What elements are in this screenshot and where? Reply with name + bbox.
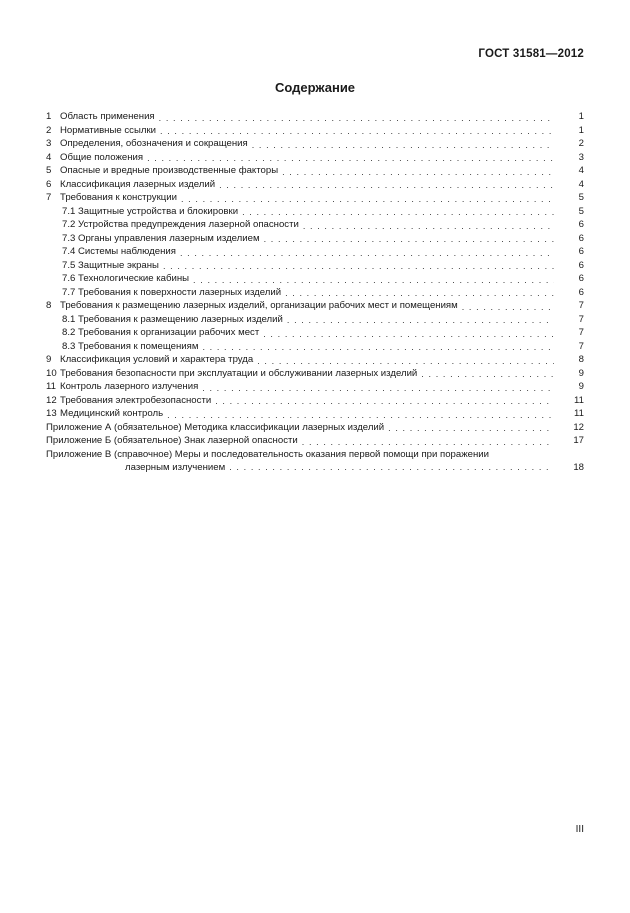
toc-entry[interactable] — [46, 124, 584, 138]
toc-leader-dots — [282, 166, 554, 178]
toc-entry-page: 11 — [574, 408, 584, 419]
toc-entry[interactable] — [46, 299, 584, 313]
toc-entry-page: 4 — [578, 165, 584, 176]
toc-leader-dots — [219, 179, 554, 191]
toc-leader-dots — [462, 301, 554, 313]
toc-entry-number: 8 — [46, 300, 52, 311]
toc-entry-page: 6 — [578, 246, 584, 257]
toc-entry-page: 3 — [578, 151, 584, 163]
toc-entry-number: 6 — [46, 178, 52, 190]
toc-entry-label: 7.7 Требования к поверхности лазерных изделий — [62, 286, 282, 298]
toc-entry-label: Нормативные ссылки — [60, 124, 157, 136]
toc-entry[interactable] — [46, 340, 584, 354]
toc-leader-dots — [287, 314, 554, 326]
toc-entry-label: Приложение А (обязательное) Методика классификации лазерных изделий — [46, 421, 385, 433]
toc-entry-number: 12 — [46, 394, 57, 406]
toc-entry-page: 6 — [578, 219, 584, 230]
toc-entry[interactable] — [46, 353, 584, 367]
toc-entry-page: 7 — [578, 300, 584, 311]
toc-entry-label: Контроль лазерного излучения — [60, 381, 199, 392]
toc-entry[interactable] — [46, 245, 584, 259]
toc-entry-page: 17 — [573, 435, 584, 446]
toc-entry[interactable] — [46, 110, 584, 124]
toc-entry-page: 5 — [578, 205, 584, 217]
toc-entry-page: 6 — [578, 273, 584, 284]
toc-leader-dots — [264, 233, 554, 245]
toc-leader-dots — [147, 152, 554, 164]
toc-entry-label: 7.4 Системы наблюдения — [62, 246, 176, 257]
toc-leader-dots — [167, 409, 554, 421]
toc-entry-page: 2 — [578, 138, 584, 149]
toc-leader-dots — [180, 247, 554, 259]
toc-leader-dots — [257, 355, 554, 367]
page-number: III — [575, 824, 584, 835]
toc-entry-label: 7.6 Технологические кабины — [62, 273, 190, 284]
toc-entry-number: 4 — [46, 151, 52, 163]
toc-entry-label: 7.3 Органы управления лазерным изделием — [62, 232, 260, 244]
toc-entry-label: Требования электробезопасности — [60, 394, 212, 406]
toc-leader-dots — [302, 436, 554, 448]
toc-entry-page: 6 — [578, 232, 584, 244]
toc-entry-label: 8.1 Требования к размещению лазерных изделий — [62, 313, 283, 325]
toc-leader-dots — [421, 368, 554, 380]
toc-leader-dots — [193, 274, 554, 286]
toc-entry-page: 7 — [578, 313, 584, 325]
toc-entry[interactable] — [46, 191, 584, 205]
toc-leader-dots — [303, 220, 554, 232]
toc-entry-label-continued: лазерным излучением — [125, 462, 226, 473]
toc-entry-page: 7 — [578, 340, 584, 352]
toc-entry-page: 12 — [573, 421, 584, 433]
toc-entry-page: 18 — [573, 462, 584, 473]
toc-entry-page: 8 — [578, 354, 584, 365]
toc-entry[interactable] — [46, 326, 584, 340]
toc-entry-number: 5 — [46, 165, 52, 176]
toc-entry-page: 1 — [578, 111, 584, 122]
toc-entry[interactable] — [46, 272, 584, 286]
toc-entry-label: 8.3 Требования к помещениям — [62, 340, 199, 352]
toc-entry[interactable] — [46, 151, 584, 165]
toc-leader-dots — [242, 206, 554, 218]
toc-entry-label: Приложение Б (обязательное) Знак лазерной опасности — [46, 435, 298, 446]
toc-entry-label: Медицинский контроль — [60, 408, 164, 419]
toc-entry-label: Требования к конструкции — [60, 192, 177, 203]
toc-entry-number: 10 — [46, 367, 57, 379]
toc-entry-page: 5 — [578, 192, 584, 203]
document-code: ГОСТ 31581—2012 — [478, 48, 584, 60]
toc-entry[interactable] — [46, 137, 584, 151]
toc-leader-dots — [229, 461, 554, 475]
toc-entry-number: 3 — [46, 138, 52, 149]
toc-leader-dots — [160, 125, 554, 137]
toc-entry[interactable] — [46, 286, 584, 300]
toc-entry[interactable] — [46, 218, 584, 232]
toc-entry[interactable] — [46, 421, 584, 435]
toc-entry-label: Требования к размещению лазерных изделий, организации рабочих мест и помещениям — [60, 300, 458, 311]
toc-entry-page: 6 — [578, 259, 584, 271]
toc-entry[interactable] — [46, 367, 584, 381]
toc-leader-dots — [252, 139, 554, 151]
toc-leader-dots — [202, 341, 554, 353]
toc-entry-label: Требования безопасности при эксплуатации и обслуживании лазерных изделий — [60, 367, 418, 379]
toc-entry-page: 1 — [578, 124, 584, 136]
toc-entry-page: 4 — [578, 178, 584, 190]
toc-entry[interactable] — [46, 232, 584, 246]
toc-leader-dots — [215, 395, 554, 407]
toc-entry-number: 9 — [46, 354, 52, 365]
toc-entry[interactable] — [46, 380, 584, 394]
toc-entry-label: 7.2 Устройства предупреждения лазерной опасности — [62, 219, 299, 230]
toc-entry-number: 13 — [46, 408, 57, 419]
toc-entry[interactable] — [46, 164, 584, 178]
toc-leader-dots — [263, 328, 554, 340]
toc-entry-label: Классификация условий и характера труда — [60, 354, 254, 365]
toc-entry-page: 7 — [578, 327, 584, 338]
toc-leader-dots — [202, 382, 554, 394]
toc-leader-dots — [181, 193, 554, 205]
toc-entry[interactable] — [46, 434, 584, 448]
toc-entry-label: Опасные и вредные производственные факторы — [60, 165, 279, 176]
toc-entry[interactable] — [46, 407, 584, 421]
toc-entry-label: Общие положения — [60, 151, 144, 163]
toc-entry-number: 7 — [46, 192, 52, 203]
toc-entry[interactable] — [46, 178, 584, 192]
toc-entry[interactable] — [46, 313, 584, 327]
toc-entry-page: 11 — [574, 394, 584, 406]
toc-entry-number: 11 — [46, 381, 56, 392]
toc-leader-dots — [163, 260, 554, 272]
toc-entry-label: Приложение В (справочное) Меры и последовательность оказания первой помощи при поражении — [46, 448, 489, 460]
toc-entry[interactable] — [46, 205, 584, 219]
toc-entry-label: Область применения — [60, 111, 155, 122]
toc-entry[interactable] — [46, 448, 584, 475]
toc-entry-number: 2 — [46, 124, 52, 136]
toc-entry-number: 1 — [46, 111, 52, 122]
toc-entry-page: 9 — [578, 367, 584, 379]
toc-entry-label: 8.2 Требования к организации рабочих мест — [62, 327, 260, 338]
toc-entry-label: Определения, обозначения и сокращения — [60, 138, 248, 149]
toc-entry-page: 9 — [578, 381, 584, 392]
toc-entry[interactable] — [46, 394, 584, 408]
toc-entry-page: 6 — [578, 286, 584, 298]
table-of-contents — [46, 110, 584, 475]
toc-entry[interactable] — [46, 259, 584, 273]
toc-entry-label: 7.5 Защитные экраны — [62, 259, 159, 271]
toc-title: Содержание — [274, 80, 356, 95]
toc-leader-dots — [388, 422, 554, 434]
toc-entry-label: 7.1 Защитные устройства и блокировки — [62, 205, 239, 217]
toc-leader-dots — [159, 112, 554, 124]
toc-entry-label: Классификация лазерных изделий — [60, 178, 216, 190]
toc-leader-dots — [285, 287, 554, 299]
